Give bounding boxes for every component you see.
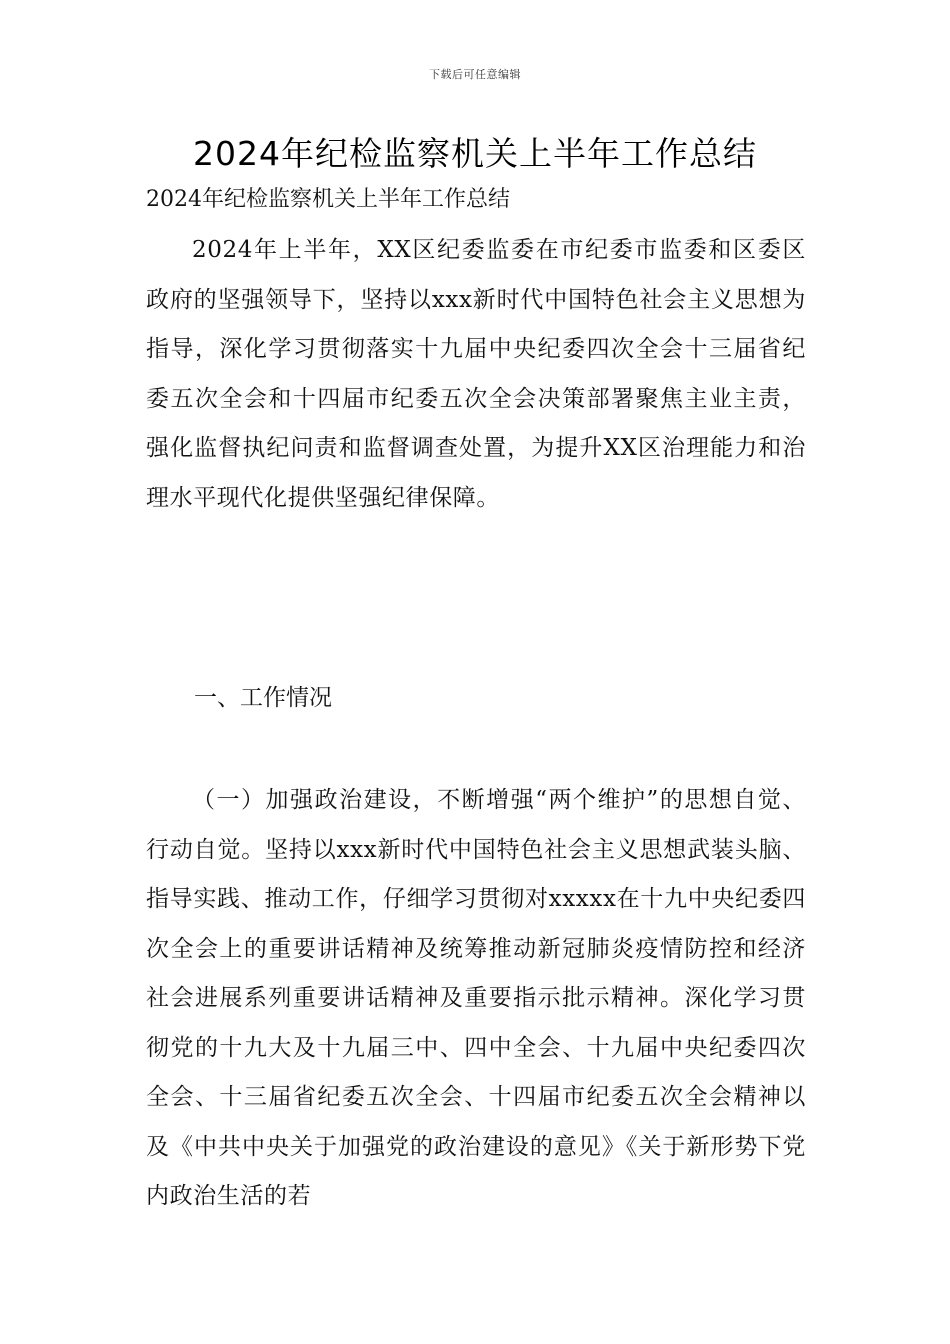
intro-paragraph: 2024年上半年，XX区纪委监委在市纪委市监委和区委区政府的坚强领导下，坚持以xxx新时代中国特色社会主义思想为指导，深化学习贯彻落实十九届中央纪委四次全会十三届省纪委五次全会和十四届市纪委五次全会决策部署聚焦主业主责，强化监督执纪问责和监督调查处置，为提升XX区治理能力和治理水平现代化提供坚强纪律保障。 [146, 237, 806, 511]
header-note: 下载后可任意编辑 [429, 68, 521, 81]
section-heading: 一、工作情况 [194, 685, 332, 711]
document-title: 2024年纪检监察机关上半年工作总结 [193, 134, 757, 173]
body-paragraph: （一）加强政治建设，不断增强“两个维护”的思想自觉、行动自觉。坚持以xxx新时代中国特色社会主义思想武装头脑、指导实践、推动工作，仔细学习贯彻对xxxxx在十九中央纪委四次全会上的重要讲话精神及统筹推动新冠肺炎疫情防控和经济社会进展系列重要讲话精神及重要指示批示精神。深化学习贯彻党的十九大及十九届三中、四中全会、十九届中央纪委四次全会、十三届省纪委五次全会、十四届市纪委五次全会精神以及《中共中央关于加强党的政治建设的意见》《关于新形势下党内政治生活的若 [146, 787, 806, 1209]
document-subtitle: 2024年纪检监察机关上半年工作总结 [146, 187, 510, 212]
